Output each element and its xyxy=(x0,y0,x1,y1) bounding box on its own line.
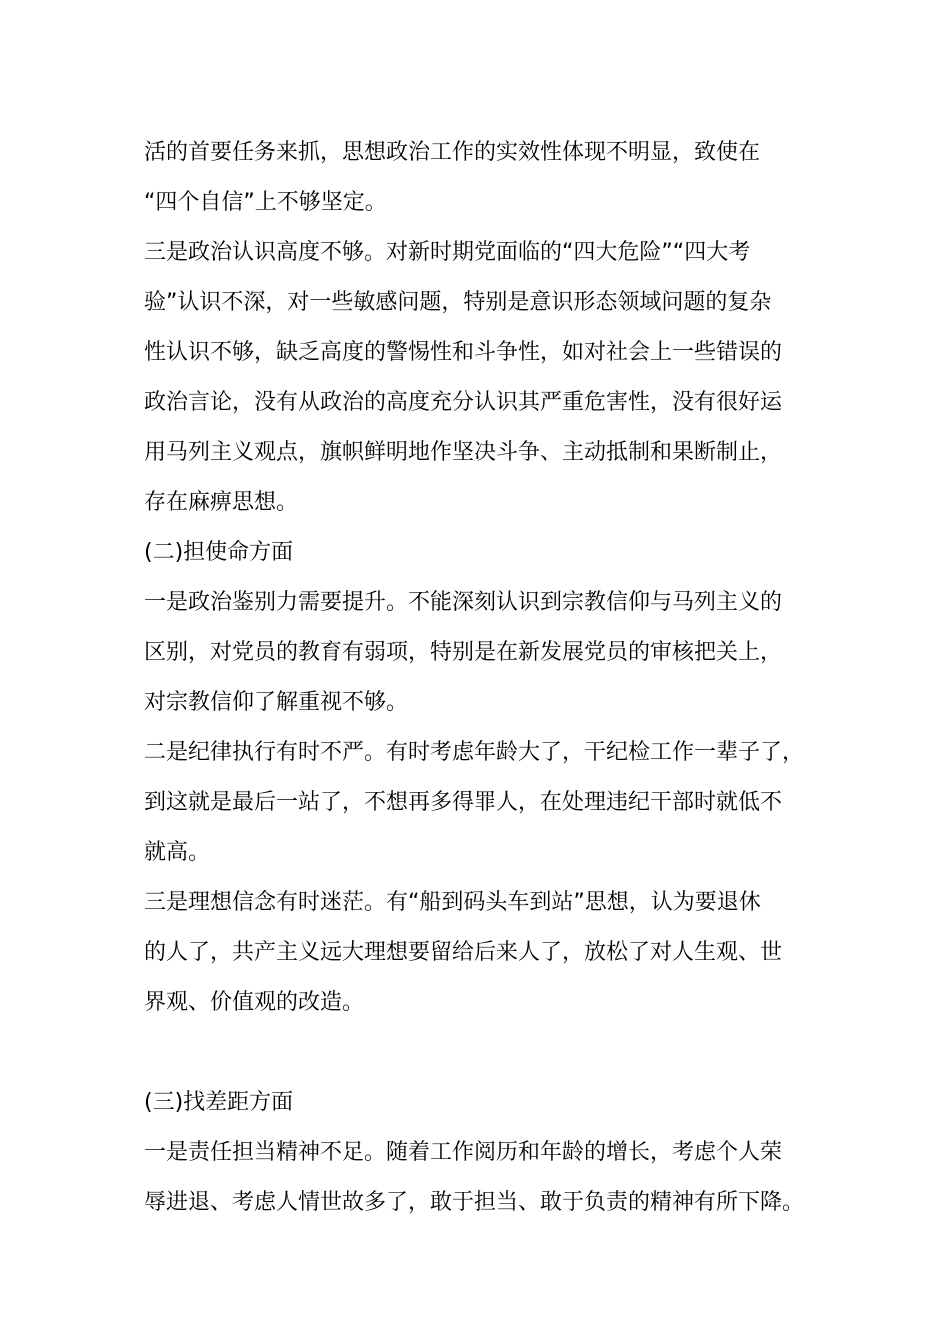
paragraph-continuation xyxy=(144,128,834,228)
text-line: 一是责任担当精神不足。随着工作阅历和年龄的增长，考虑个人荣 xyxy=(144,1140,783,1165)
text-line: “四个自信”上不够坚定。 xyxy=(144,190,387,215)
section-heading-mission xyxy=(144,528,834,578)
section-heading: (二)担使命方面 xyxy=(144,540,294,565)
text-line: 性认识不够，缺乏高度的警惕性和斗争性，如对社会上一些错误的 xyxy=(144,340,783,365)
text-line: 对宗教信仰了解重视不够。 xyxy=(144,690,409,715)
paragraph-political-awareness xyxy=(144,228,834,528)
section-heading: (三)找差距方面 xyxy=(144,1090,294,1115)
paragraph-ideals xyxy=(144,878,834,1028)
document-body xyxy=(144,128,834,1228)
section-heading-gaps xyxy=(144,1078,834,1128)
text-line: 区别，对党员的教育有弱项，特别是在新发展党员的审核把关上， xyxy=(144,640,783,665)
text-line: 政治言论，没有从政治的高度充分认识其严重危害性，没有很好运 xyxy=(144,390,783,415)
text-line: 界观、价值观的改造。 xyxy=(144,990,365,1015)
text-line: 三是理想信念有时迷茫。有“船到码头车到站”思想，认为要退休 xyxy=(144,890,761,915)
text-line: 存在麻痹思想。 xyxy=(144,490,299,515)
text-line: 一是政治鉴别力需要提升。不能深刻认识到宗教信仰与马列主义的 xyxy=(144,590,783,615)
text-line: 辱进退、考虑人情世故多了，敢于担当、敢于负责的精神有所下降。 xyxy=(144,1190,805,1215)
blank-line xyxy=(144,1028,834,1078)
paragraph-political-discernment xyxy=(144,578,834,728)
text-line: 就高。 xyxy=(144,840,211,865)
paragraph-discipline xyxy=(144,728,834,878)
text-line: 用马列主义观点，旗帜鲜明地作坚决斗争、主动抵制和果断制止， xyxy=(144,440,783,465)
paragraph-responsibility xyxy=(144,1128,834,1228)
text-line: 三是政治认识高度不够。对新时期党面临的“四大危险”“四大考 xyxy=(144,240,751,265)
text-line: 到这就是最后一站了，不想再多得罪人，在处理违纪干部时就低不 xyxy=(144,790,783,815)
text-line: 的人了，共产主义远大理想要留给后来人了，放松了对人生观、世 xyxy=(144,940,783,965)
text-line: 验”认识不深，对一些敏感问题，特别是意识形态领域问题的复杂 xyxy=(144,290,772,315)
text-line: 二是纪律执行有时不严。有时考虑年龄大了，干纪检工作一辈子了， xyxy=(144,740,805,765)
text-line: 活的首要任务来抓，思想政治工作的实效性体现不明显，致使在 xyxy=(144,140,761,165)
